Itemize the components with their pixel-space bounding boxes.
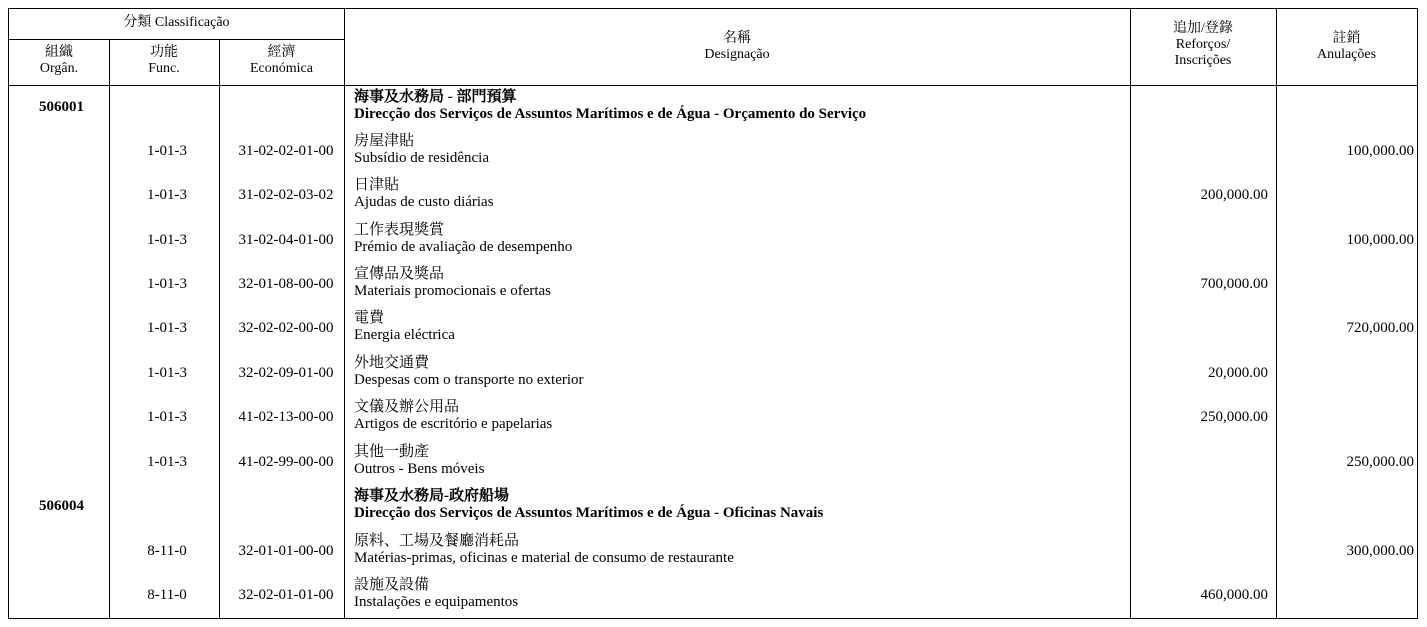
designation-zh: 宣傳品及獎品 — [354, 266, 445, 282]
econ-code: 41-02-99-00-00 — [238, 454, 334, 470]
designation — [354, 355, 584, 389]
reinforcements-header-pt2: Inscrições — [1174, 53, 1232, 68]
annulments-header — [1276, 31, 1417, 63]
header-bottom-rule — [9, 85, 1417, 86]
designation-header-zh: 名稱 — [723, 31, 751, 46]
designation-zh: 日津貼 — [354, 177, 400, 193]
reinforcements-header-zh: 追加/登錄 — [1173, 21, 1233, 36]
org-header — [9, 45, 109, 77]
reinforcement-amount: 250,000.00 — [1200, 409, 1268, 425]
econ-code: 41-02-13-00-00 — [238, 409, 334, 425]
annulments-header-pt: Anulações — [1316, 47, 1377, 62]
budget-table — [8, 8, 1418, 619]
org-code: 506001 — [39, 99, 84, 115]
econ-header — [219, 45, 344, 77]
designation — [354, 577, 518, 611]
econ-code: 32-02-09-01-00 — [238, 365, 334, 381]
func-code: 1-01-3 — [147, 409, 187, 425]
designation-pt: Prémio de avaliação de desempenho — [354, 239, 573, 255]
col-divider — [1130, 9, 1131, 618]
org-header-zh: 組織 — [45, 45, 73, 60]
func-code: 1-01-3 — [147, 143, 187, 159]
designation-pt: Energia eléctrica — [354, 327, 455, 343]
col-divider — [109, 85, 110, 618]
designation-header — [344, 31, 1130, 63]
annulment-amount: 300,000.00 — [1346, 543, 1414, 559]
designation — [354, 222, 572, 256]
designation-header-pt: Designação — [704, 47, 770, 62]
reinforcements-header-pt1: Reforços/ — [1175, 37, 1231, 52]
designation-pt: Direcção dos Serviços de Assuntos Marítimos e de Água - Oficinas Navais — [354, 505, 824, 521]
func-code: 8-11-0 — [147, 543, 187, 559]
designation-zh: 海事及水務局 - 部門預算 — [354, 89, 517, 105]
designation-pt: Despesas com o transporte no exterior — [354, 372, 584, 388]
designation — [354, 177, 494, 211]
designation-pt: Matérias-primas, oficinas e material de consumo de restaurante — [354, 550, 734, 566]
func-header-zh: 功能 — [150, 45, 178, 60]
designation-pt: Subsídio de residência — [354, 150, 489, 166]
annulment-amount: 100,000.00 — [1346, 143, 1414, 159]
designation-pt: Instalações e equipamentos — [354, 594, 519, 610]
classification-header: 分類 Classificação — [123, 15, 230, 30]
col-divider — [1276, 9, 1277, 618]
designation-zh: 設施及設備 — [354, 577, 430, 593]
designation — [354, 533, 734, 567]
reinforcement-amount: 200,000.00 — [1200, 187, 1268, 203]
func-code: 1-01-3 — [147, 320, 187, 336]
designation-zh: 文儀及辦公用品 — [354, 399, 460, 415]
designation-pt: Materiais promocionais e ofertas — [354, 283, 552, 299]
econ-code: 31-02-02-01-00 — [238, 143, 334, 159]
designation — [354, 89, 866, 123]
designation-zh: 原料、工場及餐廳消耗品 — [354, 533, 520, 549]
func-code: 1-01-3 — [147, 187, 187, 203]
designation — [354, 266, 551, 300]
func-code: 1-01-3 — [147, 232, 187, 248]
func-header — [109, 45, 219, 77]
annulment-amount: 100,000.00 — [1346, 232, 1414, 248]
func-code: 8-11-0 — [147, 587, 187, 603]
designation-zh: 房屋津貼 — [354, 133, 415, 149]
designation — [354, 488, 823, 522]
designation-pt: Direcção dos Serviços de Assuntos Marítimos e de Água - Orçamento do Serviço — [354, 106, 867, 122]
annulments-header-zh: 註銷 — [1332, 31, 1361, 46]
reinforcements-header — [1130, 21, 1276, 69]
econ-code: 32-01-08-00-00 — [238, 276, 334, 292]
func-header-pt: Func. — [148, 61, 180, 76]
org-code: 506004 — [39, 498, 84, 514]
designation-pt: Artigos de escritório e papelarias — [354, 416, 553, 432]
econ-code: 32-01-01-00-00 — [238, 543, 334, 559]
reinforcement-amount: 460,000.00 — [1200, 587, 1268, 603]
func-code: 1-01-3 — [147, 454, 187, 470]
designation-pt: Outros - Bens móveis — [354, 461, 485, 477]
designation-zh: 工作表現獎賞 — [354, 222, 445, 238]
econ-header-pt: Económica — [250, 61, 313, 76]
org-header-pt: Orgân. — [39, 61, 79, 76]
annulment-amount: 720,000.00 — [1346, 320, 1414, 336]
designation — [354, 133, 489, 167]
func-code: 1-01-3 — [147, 276, 187, 292]
designation — [354, 399, 552, 433]
designation-zh: 海事及水務局-政府船場 — [354, 488, 509, 504]
designation-zh: 電費 — [354, 310, 385, 326]
designation-zh: 外地交通費 — [354, 355, 430, 371]
func-code: 1-01-3 — [147, 365, 187, 381]
col-divider — [219, 85, 220, 618]
annulment-amount: 250,000.00 — [1346, 454, 1414, 470]
designation — [354, 310, 455, 344]
col-divider — [344, 9, 345, 618]
econ-code: 31-02-02-03-02 — [238, 187, 334, 203]
reinforcement-amount: 700,000.00 — [1200, 276, 1268, 292]
reinforcement-amount: 20,000.00 — [1208, 365, 1268, 381]
header-divider — [9, 39, 344, 40]
designation-zh: 其他一動產 — [354, 444, 430, 460]
econ-header-zh: 經濟 — [267, 45, 296, 60]
econ-code: 32-02-02-00-00 — [238, 320, 334, 336]
designation — [354, 444, 484, 478]
econ-code: 32-02-01-01-00 — [238, 587, 334, 603]
econ-code: 31-02-04-01-00 — [238, 232, 334, 248]
designation-pt: Ajudas de custo diárias — [354, 194, 494, 210]
